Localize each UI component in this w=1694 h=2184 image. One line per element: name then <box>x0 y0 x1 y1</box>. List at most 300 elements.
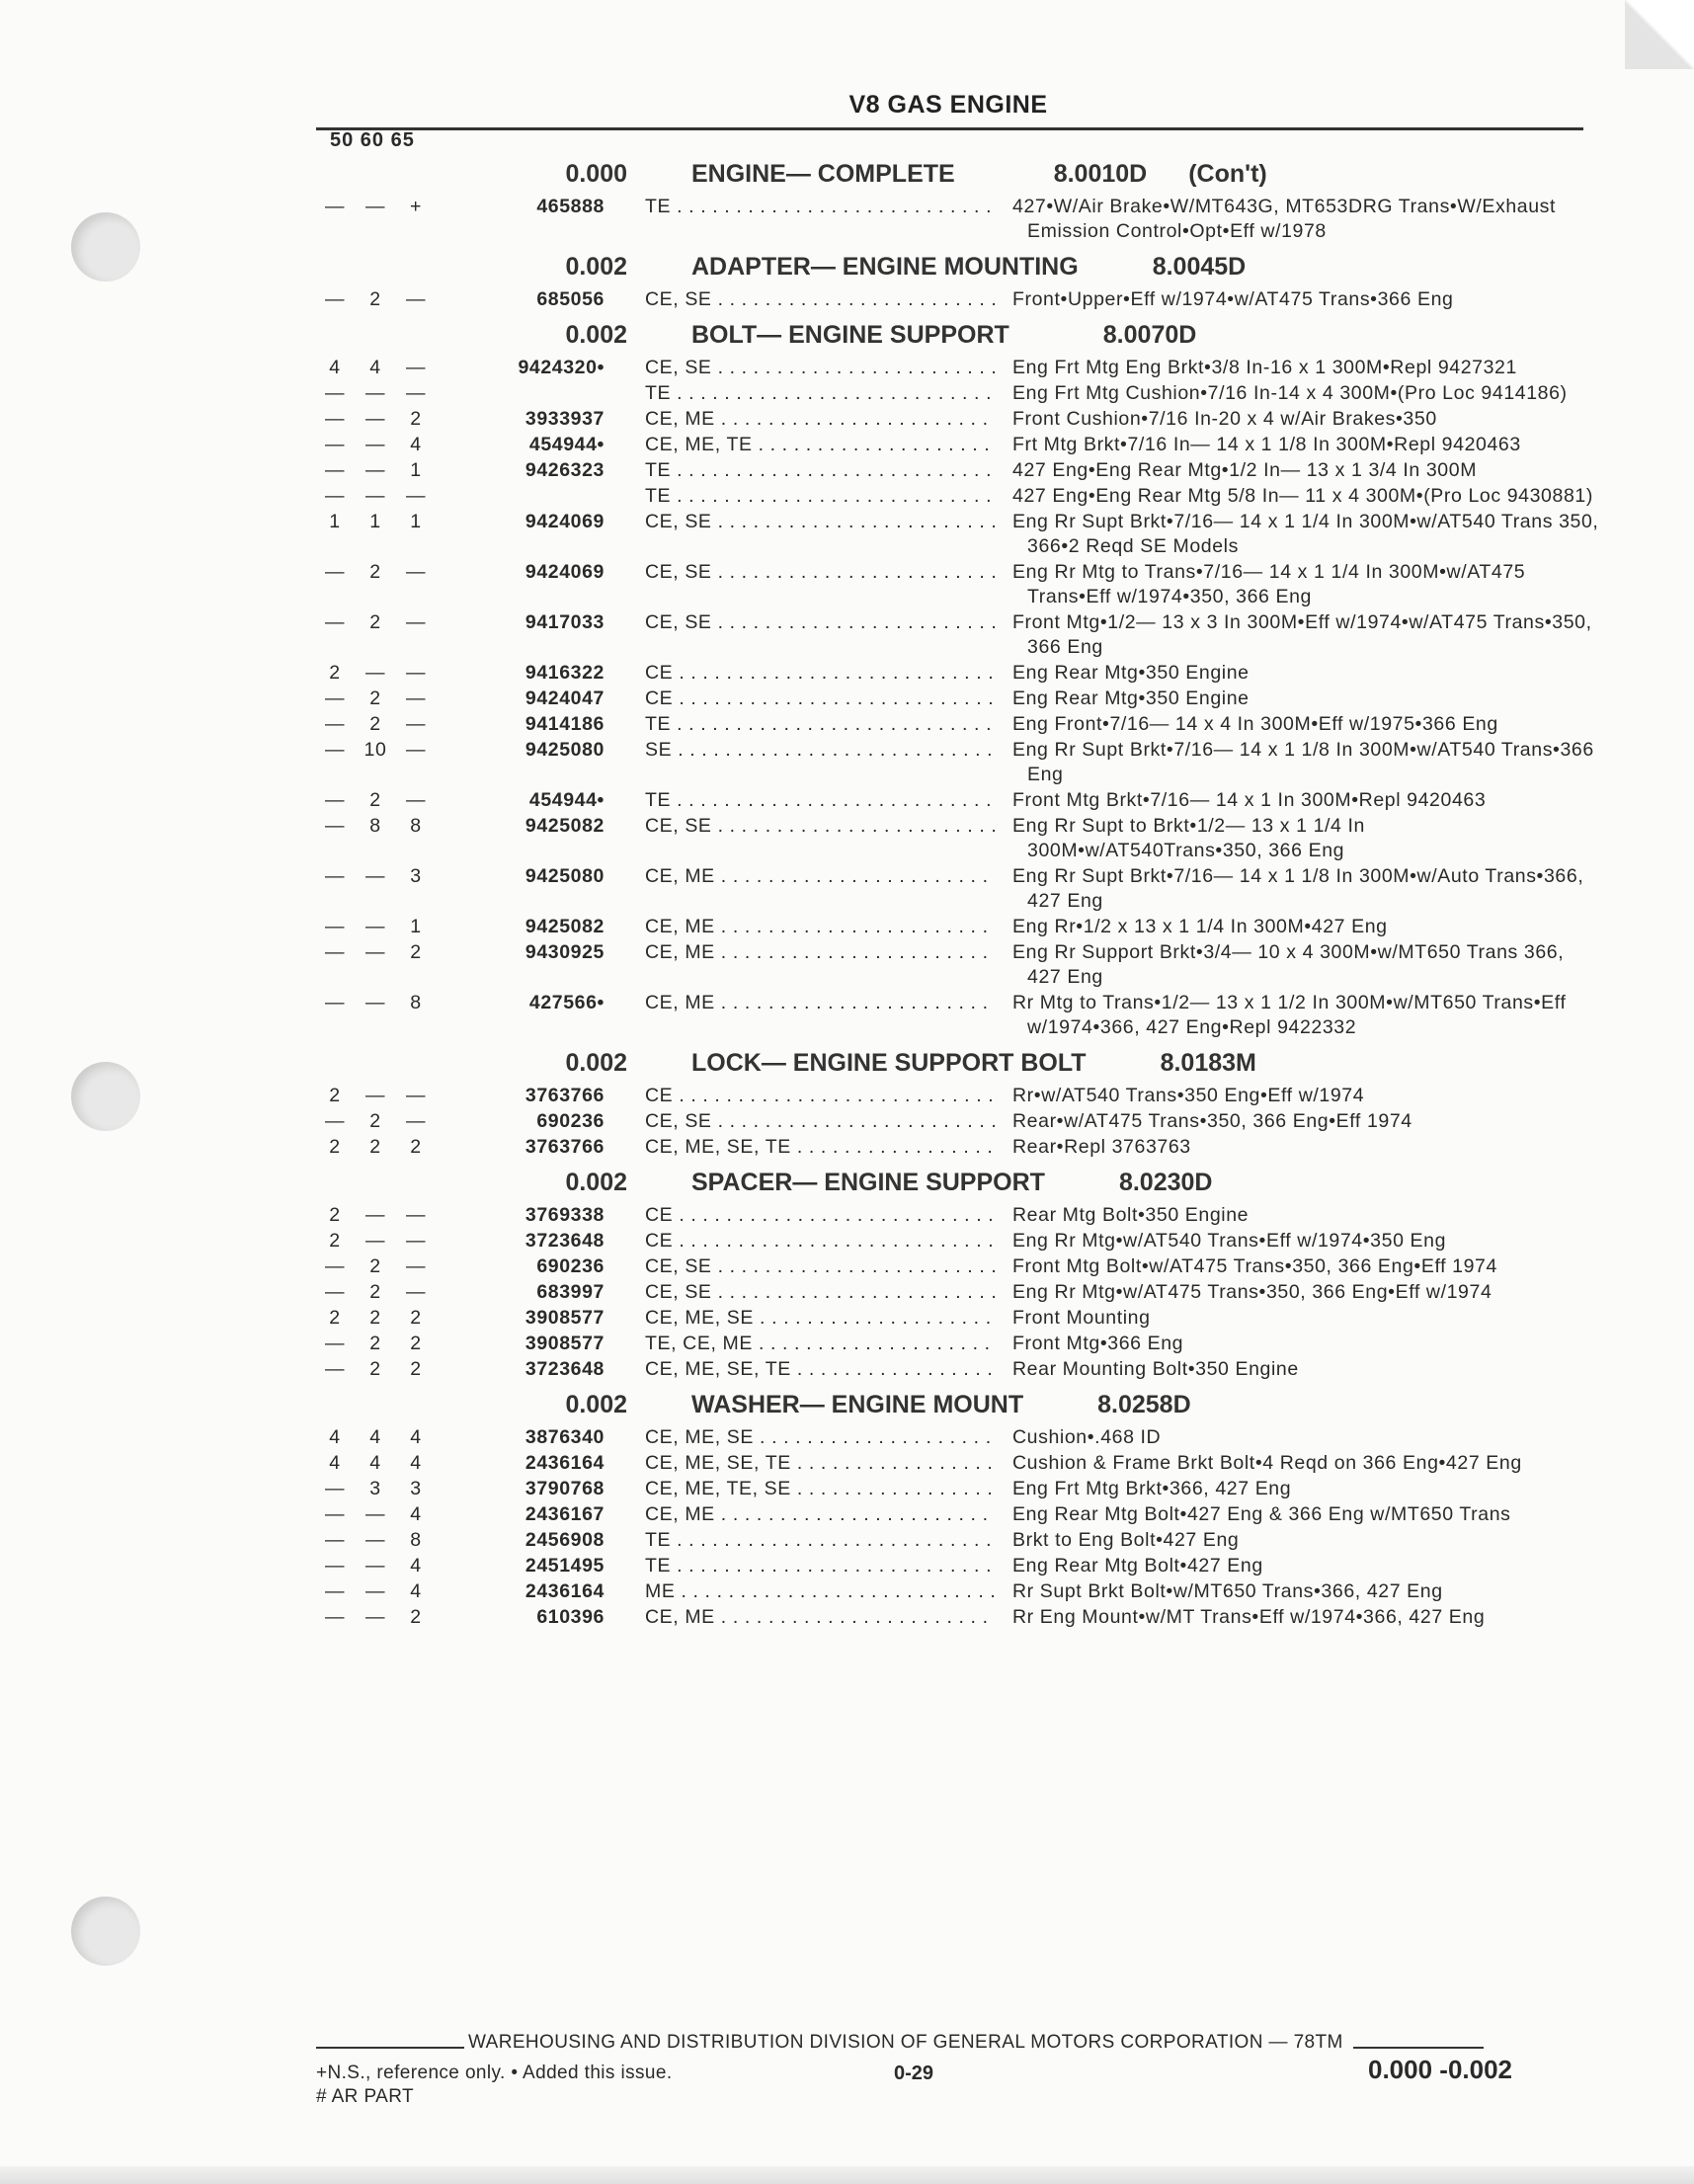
part-description: Frt Mtg Brkt•7/16 In— 14 x 1 1/8 In 300M•Repl 9420463 <box>1012 434 1521 455</box>
part-description: Eng Rr Support Brkt•3/4— 10 x 4 300M•w/MT650 Trans 366, 427 Eng <box>1012 941 1565 988</box>
qty-60-series: 2 <box>369 1110 381 1132</box>
model-codes <box>645 195 996 219</box>
model-codes <box>645 381 996 406</box>
part-number: 465888 <box>536 196 605 217</box>
qty-50-series: — <box>324 561 346 583</box>
qty-65-series: 4 <box>410 1555 422 1577</box>
part-row <box>316 1135 1585 1160</box>
part-row <box>316 1254 1585 1279</box>
model-codes-text: CE, ME <box>645 865 715 887</box>
page-code-range: 0.000 -0.002 <box>1368 2055 1513 2084</box>
model-codes <box>645 510 996 534</box>
part-description: Rear Mtg Bolt•350 Engine <box>1012 1204 1250 1226</box>
qty-65-series: 2 <box>410 1358 422 1380</box>
part-row <box>316 1229 1585 1254</box>
section-name: ADAPTER— ENGINE MOUNTING <box>691 253 1079 281</box>
part-description: Eng Rear Mtg•350 Engine <box>1012 662 1250 684</box>
qty-60-series: 2 <box>369 1333 381 1354</box>
qty-65-series: 8 <box>410 992 422 1013</box>
model-codes <box>645 433 996 457</box>
qty-60-series: — <box>364 992 386 1013</box>
qty-50-series: — <box>324 1503 346 1525</box>
qty-60-series: — <box>364 916 386 937</box>
qty-50-series: 2 <box>329 1085 341 1106</box>
qty-60-series: — <box>364 382 386 404</box>
part-number: 3790768 <box>524 1478 605 1499</box>
part-description: Rear•Repl 3763763 <box>1012 1136 1191 1158</box>
section-group-code: 8.0230D <box>1118 1169 1213 1196</box>
qty-60-series: 2 <box>369 1358 381 1380</box>
qty-60-series: — <box>364 434 386 455</box>
part-description: Eng Rr Mtg•w/AT475 Trans•350, 366 Eng•Eff w/1974 <box>1012 1281 1492 1303</box>
model-codes-text: CE, ME, TE, SE <box>645 1478 791 1499</box>
qty-50-series: 4 <box>329 1452 341 1474</box>
qty-60-series: 2 <box>369 611 381 633</box>
part-row <box>316 484 1593 509</box>
model-codes-text: CE, SE <box>645 357 712 378</box>
section-title <box>691 160 1267 189</box>
part-row <box>316 510 1599 559</box>
model-codes <box>645 712 996 737</box>
model-codes-text: TE <box>645 1555 672 1577</box>
part-description: Rear Mounting Bolt•350 Engine <box>1012 1358 1299 1380</box>
qty-50-series: 2 <box>329 1230 341 1252</box>
part-description: Rr•w/AT540 Trans•350 Eng•Eff w/1974 <box>1012 1085 1365 1106</box>
part-row <box>316 1084 1585 1108</box>
qty-60-series: — <box>364 196 386 217</box>
qty-60-series: 4 <box>369 357 381 378</box>
model-codes <box>645 458 996 483</box>
section-title <box>691 321 1196 350</box>
model-codes-text: CE, SE <box>645 1110 712 1132</box>
qty-60-series: 2 <box>369 789 381 811</box>
model-codes-text: CE, ME <box>645 1503 715 1525</box>
part-number: 427566• <box>528 992 605 1013</box>
model-codes <box>645 1451 996 1476</box>
model-codes-text: CE <box>645 688 674 709</box>
part-number: 3876340 <box>524 1426 605 1448</box>
qty-65-series: — <box>405 688 427 709</box>
footer-rule-left <box>316 2047 464 2049</box>
model-codes-text: CE, ME, TE <box>645 434 753 455</box>
part-number: 3723648 <box>524 1358 605 1380</box>
part-description: 427 Eng•Eng Rear Mtg 5/8 In— 11 x 4 300M•(Pro Loc 9430881) <box>1012 485 1593 507</box>
section-group-code: 8.0010D <box>1053 160 1148 188</box>
part-number: 2436167 <box>524 1503 605 1525</box>
qty-60-series: 2 <box>369 561 381 583</box>
qty-65-series: — <box>405 561 427 583</box>
section-name: LOCK— ENGINE SUPPORT BOLT <box>691 1049 1087 1077</box>
qty-65-series: — <box>405 789 427 811</box>
model-codes <box>645 484 996 509</box>
part-row <box>316 1451 1585 1476</box>
qty-60-series: 2 <box>369 288 381 310</box>
part-row <box>316 1528 1585 1553</box>
qty-60-series: — <box>364 1230 386 1252</box>
part-description: Eng Frt Mtg Eng Brkt•3/8 In-16 x 1 300M•Repl 9427321 <box>1012 357 1517 378</box>
qty-50-series: — <box>324 288 346 310</box>
model-codes <box>645 1425 996 1450</box>
page-number: 0-29 <box>894 2063 934 2084</box>
model-codes <box>645 661 996 686</box>
model-codes <box>645 864 996 889</box>
part-description: Brkt to Eng Bolt•427 Eng <box>1012 1529 1240 1551</box>
qty-60-series: 2 <box>369 1136 381 1158</box>
qty-60-series: 8 <box>369 815 381 837</box>
qty-65-series: — <box>405 382 427 404</box>
model-codes-text: CE, ME, SE <box>645 1426 755 1448</box>
punch-hole-top <box>71 212 140 282</box>
qty-60-series: 10 <box>363 739 387 761</box>
punch-hole-bottom <box>71 1897 140 1966</box>
part-number: 3908577 <box>524 1307 605 1329</box>
model-codes-text: CE, SE <box>645 611 712 633</box>
model-codes-text: CE, SE <box>645 511 712 532</box>
model-codes <box>645 1280 996 1305</box>
qty-60-series: — <box>364 1555 386 1577</box>
qty-50-series: — <box>324 941 346 963</box>
model-codes-text: CE <box>645 662 674 684</box>
qty-50-series: — <box>324 1478 346 1499</box>
part-number: 9416322 <box>524 662 605 684</box>
part-description: Eng Frt Mtg Brkt•366, 427 Eng <box>1012 1478 1292 1499</box>
qty-50-series: — <box>324 865 346 887</box>
qty-65-series: 4 <box>410 434 422 455</box>
model-codes <box>645 687 996 711</box>
part-row <box>316 788 1585 813</box>
part-row <box>316 1502 1585 1527</box>
model-codes-text: CE, ME <box>645 916 715 937</box>
qty-50-series: — <box>324 992 346 1013</box>
section-title <box>691 253 1246 282</box>
part-number: 9425080 <box>524 865 605 887</box>
part-row <box>316 287 1585 312</box>
model-codes-text: TE <box>645 196 672 217</box>
qty-50-series: — <box>324 1555 346 1577</box>
model-codes-text: CE <box>645 1230 674 1252</box>
section-header <box>316 157 1585 195</box>
qty-65-series: 2 <box>410 941 422 963</box>
section-header <box>316 318 1585 356</box>
section-code: 0.002 <box>565 253 627 281</box>
part-row <box>316 1605 1585 1630</box>
model-codes-text: CE, ME <box>645 1606 715 1628</box>
section-header <box>316 1166 1585 1203</box>
part-row <box>316 814 1585 863</box>
section-name: ENGINE— COMPLETE <box>691 160 955 188</box>
page-corner <box>1625 0 1694 69</box>
model-codes <box>645 814 996 839</box>
qty-50-series: 4 <box>329 1426 341 1448</box>
part-number: 690236 <box>536 1110 605 1132</box>
part-number: 9425080 <box>524 739 605 761</box>
part-description: Eng Rear Mtg•350 Engine <box>1012 688 1250 709</box>
part-description: Eng Frt Mtg Cushion•7/16 In-14 x 4 300M•(Pro Loc 9414186) <box>1012 382 1568 404</box>
part-row <box>316 1203 1585 1228</box>
model-codes-text: CE <box>645 1085 674 1106</box>
footer-note-ar-part: # AR PART <box>316 2086 414 2107</box>
part-number: 3763766 <box>524 1085 605 1106</box>
qty-65-series: 1 <box>410 916 422 937</box>
part-number: 2436164 <box>524 1580 605 1602</box>
qty-65-series: 2 <box>410 1333 422 1354</box>
qty-60-series: 3 <box>369 1478 381 1499</box>
footer-rule-right <box>1353 2047 1484 2049</box>
part-description: Rr Supt Brkt Bolt•w/MT650 Trans•366, 427 Eng <box>1012 1580 1443 1602</box>
qty-50-series: — <box>324 739 346 761</box>
qty-50-series: — <box>324 1580 346 1602</box>
model-codes <box>645 1229 996 1254</box>
model-codes <box>645 560 996 585</box>
model-codes-text: ME <box>645 1580 676 1602</box>
part-number: 9417033 <box>524 611 605 633</box>
part-number: 454944• <box>528 789 605 811</box>
model-codes-text: SE <box>645 739 673 761</box>
part-description: Eng Rr Supt Brkt•7/16— 14 x 1 1/8 In 300M•w/AT540 Trans•366 Eng <box>1012 739 1594 785</box>
part-row <box>316 407 1585 432</box>
parts-catalog <box>316 129 1599 1636</box>
model-codes <box>645 788 996 813</box>
section-code: 0.002 <box>565 1169 627 1196</box>
model-codes <box>645 738 996 763</box>
section-code: 0.002 <box>565 1049 627 1077</box>
qty-60-series: — <box>364 1204 386 1226</box>
part-row <box>316 687 1585 711</box>
part-number: 610396 <box>536 1606 605 1628</box>
part-description: Eng Rr•1/2 x 13 x 1 1/4 In 300M•427 Eng <box>1012 916 1388 937</box>
part-description: Rr Mtg to Trans•1/2— 13 x 1 1/2 In 300M•w/MT650 Trans•Eff w/1974•366, 427 Eng•Repl 9422332 <box>1012 992 1567 1038</box>
part-row <box>316 991 1585 1040</box>
qty-60-series: 2 <box>369 688 381 709</box>
qty-50-series: — <box>324 1606 346 1628</box>
part-description: Cushion & Frame Brkt Bolt•4 Reqd on 366 Eng•427 Eng <box>1012 1452 1522 1474</box>
qty-50-series: — <box>324 382 346 404</box>
qty-50-series: — <box>324 1358 346 1380</box>
part-description: Rear•w/AT475 Trans•350, 366 Eng•Eff 1974 <box>1012 1110 1412 1132</box>
qty-60-series: 2 <box>369 1281 381 1303</box>
qty-60-series: 2 <box>369 713 381 735</box>
qty-65-series: — <box>405 662 427 684</box>
footer-division: WAREHOUSING AND DISTRIBUTION DIVISION OF GENERAL MOTORS CORPORATION — 78TM <box>468 2032 1343 2053</box>
qty-50-series: — <box>324 434 346 455</box>
section-header <box>316 1046 1585 1084</box>
model-codes <box>645 991 996 1015</box>
qty-60-series: 4 <box>369 1426 381 1448</box>
part-description: Front Mtg Bolt•w/AT475 Trans•350, 366 Eng•Eff 1974 <box>1012 1255 1497 1277</box>
section-group-code: 8.0045D <box>1152 253 1247 281</box>
part-number: 3933937 <box>524 408 605 430</box>
part-number: 3723648 <box>524 1230 605 1252</box>
part-row <box>316 1306 1585 1331</box>
part-description: Front•Upper•Eff w/1974•w/AT475 Trans•366 Eng <box>1012 288 1454 310</box>
part-description: 427 Eng•Eng Rear Mtg•1/2 In— 13 x 1 3/4 In 300M <box>1012 459 1478 481</box>
part-number: 9424047 <box>524 688 605 709</box>
part-row <box>316 356 1585 380</box>
qty-60-series: 4 <box>369 1452 381 1474</box>
part-number: 9414186 <box>524 713 605 735</box>
part-number: 9424069 <box>524 561 605 583</box>
model-codes <box>645 407 996 432</box>
model-codes-text: TE <box>645 485 672 507</box>
qty-60-series: 2 <box>369 1307 381 1329</box>
part-description: Front Mtg•1/2— 13 x 3 In 300M•Eff w/1974•w/AT475 Trans•350, 366 Eng <box>1012 611 1592 658</box>
model-codes <box>645 1554 996 1578</box>
page-title: V8 GAS ENGINE <box>848 91 1048 119</box>
qty-65-series: 3 <box>410 865 422 887</box>
qty-65-series: — <box>405 288 427 310</box>
qty-60-series: — <box>364 408 386 430</box>
section-group-code: 8.0070D <box>1102 321 1197 349</box>
part-row <box>316 1280 1585 1305</box>
model-codes-text: CE, ME <box>645 408 715 430</box>
qty-65-series: 4 <box>410 1426 422 1448</box>
qty-65-series: 2 <box>410 1606 422 1628</box>
qty-50-series: 1 <box>329 511 341 532</box>
model-codes-text: CE, ME, SE, TE <box>645 1136 791 1158</box>
qty-60-series: 1 <box>369 511 381 532</box>
qty-65-series: — <box>405 1281 427 1303</box>
qty-50-series: — <box>324 815 346 837</box>
quantity-column-header: 50 60 65 <box>330 129 415 151</box>
qty-50-series: — <box>324 1281 346 1303</box>
section-name: WASHER— ENGINE MOUNT <box>691 1391 1024 1418</box>
section-group-code: 8.0183M <box>1160 1049 1256 1077</box>
part-number: 2436164 <box>524 1452 605 1474</box>
part-description: Eng Rr Mtg•w/AT540 Trans•Eff w/1974•350 Eng <box>1012 1230 1447 1252</box>
model-codes <box>645 610 996 635</box>
page-bottom-edge <box>0 2166 1694 2184</box>
qty-50-series: — <box>324 1110 346 1132</box>
part-description: Front Cushion•7/16 In-20 x 4 w/Air Brakes•350 <box>1012 408 1437 430</box>
part-row <box>316 940 1585 990</box>
part-number: 9425082 <box>524 916 605 937</box>
part-description: Eng Rr Mtg to Trans•7/16— 14 x 1 1/4 In 300M•w/AT475 Trans•Eff w/1974•350, 366 Eng <box>1012 561 1526 607</box>
part-description: Front Mtg•366 Eng <box>1012 1333 1184 1354</box>
section-name: SPACER— ENGINE SUPPORT <box>691 1169 1045 1196</box>
model-codes-text: CE, SE <box>645 815 712 837</box>
qty-65-series: 2 <box>410 408 422 430</box>
qty-65-series: 8 <box>410 815 422 837</box>
model-codes-text: TE <box>645 713 672 735</box>
model-codes <box>645 1306 996 1331</box>
model-codes-text: TE, CE, ME <box>645 1333 753 1354</box>
qty-50-series: — <box>324 611 346 633</box>
qty-65-series: — <box>405 1230 427 1252</box>
part-description: Eng Rr Supt Brkt•7/16— 14 x 1 1/8 In 300M•w/Auto Trans•366, 427 Eng <box>1012 865 1584 912</box>
qty-50-series: — <box>324 916 346 937</box>
part-row <box>316 1332 1585 1356</box>
qty-65-series: — <box>405 1255 427 1277</box>
qty-50-series: — <box>324 713 346 735</box>
qty-65-series: — <box>405 1204 427 1226</box>
part-row <box>316 915 1585 939</box>
qty-65-series: — <box>405 357 427 378</box>
model-codes-text: CE, SE <box>645 1255 712 1277</box>
part-description: Eng Front•7/16— 14 x 4 In 300M•Eff w/1975•366 Eng <box>1012 713 1498 735</box>
footer-division-line <box>316 2032 1585 2054</box>
model-codes <box>645 940 996 965</box>
qty-50-series: — <box>324 789 346 811</box>
qty-60-series: — <box>364 941 386 963</box>
part-description: Rr Eng Mount•w/MT Trans•Eff w/1974•366, 427 Eng <box>1012 1606 1486 1628</box>
model-codes-text: CE, ME, SE <box>645 1307 755 1329</box>
model-codes-text: CE, ME <box>645 992 715 1013</box>
model-codes <box>645 1605 996 1630</box>
qty-60-series: — <box>364 1580 386 1602</box>
model-codes <box>645 356 996 380</box>
qty-65-series: — <box>405 485 427 507</box>
qty-60-series: — <box>364 1606 386 1628</box>
part-number: 9424069 <box>524 511 605 532</box>
part-row <box>316 1357 1585 1382</box>
qty-65-series: + <box>410 196 422 217</box>
qty-65-series: — <box>405 739 427 761</box>
section-code: 0.000 <box>565 160 627 188</box>
qty-65-series: — <box>405 611 427 633</box>
qty-50-series: — <box>324 459 346 481</box>
model-codes-text: TE <box>645 1529 672 1551</box>
qty-65-series: 2 <box>410 1136 422 1158</box>
qty-50-series: 2 <box>329 1307 341 1329</box>
part-row <box>316 1425 1585 1450</box>
qty-60-series: — <box>364 1503 386 1525</box>
part-number: 9426323 <box>524 459 605 481</box>
part-number: 9424320• <box>518 357 605 378</box>
model-codes <box>645 1109 996 1134</box>
part-number: 690236 <box>536 1255 605 1277</box>
model-codes <box>645 287 996 312</box>
part-row <box>316 1554 1585 1578</box>
part-row <box>316 1109 1585 1134</box>
part-number: 2456908 <box>524 1529 605 1551</box>
qty-65-series: — <box>405 713 427 735</box>
part-number: 9430925 <box>524 941 605 963</box>
qty-50-series: 2 <box>329 1204 341 1226</box>
qty-60-series: — <box>364 662 386 684</box>
model-codes-text: CE, ME, SE, TE <box>645 1452 791 1474</box>
qty-60-series: 2 <box>369 1255 381 1277</box>
qty-50-series: — <box>324 1333 346 1354</box>
part-row <box>316 610 1592 660</box>
part-row <box>316 1477 1585 1501</box>
qty-65-series: 4 <box>410 1452 422 1474</box>
part-row <box>316 433 1585 457</box>
section-code: 0.002 <box>565 1391 627 1418</box>
part-description: Cushion•.468 ID <box>1012 1426 1162 1448</box>
qty-60-series: — <box>364 865 386 887</box>
qty-60-series: — <box>364 1085 386 1106</box>
part-description: Front Mtg Brkt•7/16— 14 x 1 In 300M•Repl 9420463 <box>1012 789 1487 811</box>
part-row <box>316 661 1585 686</box>
part-number: 2451495 <box>524 1555 605 1577</box>
part-row <box>316 560 1585 609</box>
section-title <box>691 1391 1191 1419</box>
punch-hole-middle <box>71 1062 140 1131</box>
qty-50-series: — <box>324 1529 346 1551</box>
section-continued: (Con't) <box>1188 160 1267 188</box>
part-number: 3908577 <box>524 1333 605 1354</box>
qty-65-series: 1 <box>410 511 422 532</box>
qty-50-series: 4 <box>329 357 341 378</box>
model-codes-text: CE, SE <box>645 561 712 583</box>
model-codes <box>645 1357 996 1382</box>
qty-65-series: 1 <box>410 459 422 481</box>
part-row <box>316 1579 1585 1604</box>
qty-60-series: — <box>364 1529 386 1551</box>
part-number: 3769338 <box>524 1204 605 1226</box>
model-codes-text: CE, ME, SE, TE <box>645 1358 791 1380</box>
model-codes <box>645 1254 996 1279</box>
